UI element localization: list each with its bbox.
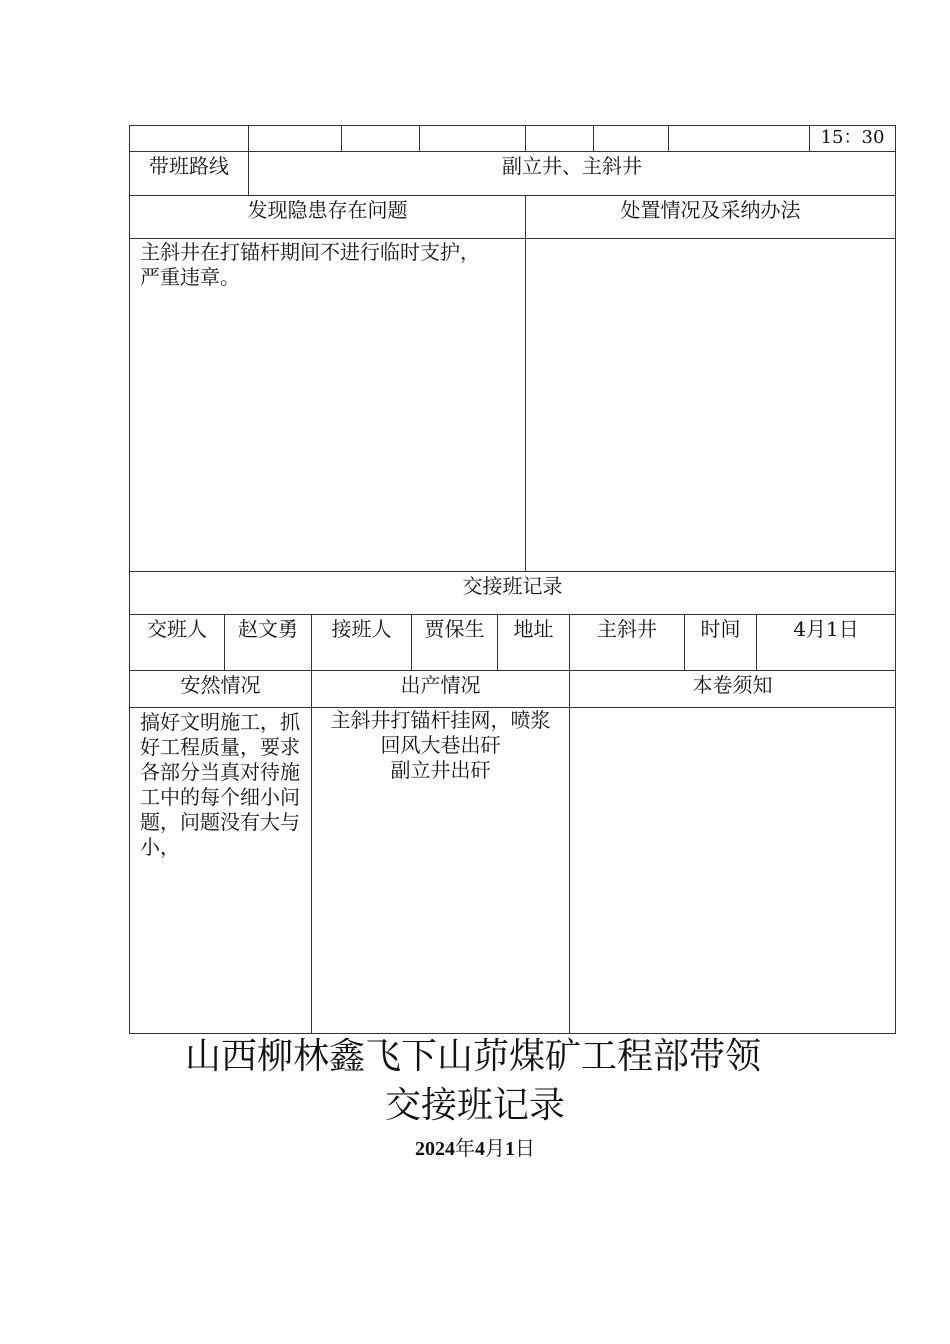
- production-header: 出产情况: [400, 673, 481, 697]
- footer-title-line-2: 交接班记录: [384, 1085, 565, 1126]
- issues-header-left-cell: [129, 195, 526, 239]
- date-month-unit: 月: [485, 1136, 505, 1160]
- route-value: 副立井、主斜井: [502, 154, 642, 178]
- production-body-cell: [311, 707, 570, 1034]
- top-blank-cell-6: [593, 125, 669, 152]
- safety-header-cell: [129, 670, 312, 708]
- address-value-cell: [569, 614, 685, 671]
- date-year-unit: 年: [455, 1136, 475, 1160]
- receiver-label-cell: [311, 614, 412, 671]
- route-label: 带班路线: [149, 154, 229, 178]
- footer-date: [0, 1132, 950, 1161]
- top-blank-cell-5: [525, 125, 594, 152]
- top-blank-cell-2: [248, 125, 342, 152]
- issues-header-right: 处置情况及采纳办法: [620, 198, 801, 222]
- time-value-cell: [756, 614, 896, 671]
- address-label: 地址: [513, 617, 554, 641]
- issues-header-left: 发现隐患存在问题: [247, 198, 408, 222]
- production-header-cell: [311, 670, 570, 708]
- top-blank-cell-1: [129, 125, 249, 152]
- issues-header-right-cell: [525, 195, 896, 239]
- top-time-cell: [809, 125, 896, 152]
- date-year: 2024: [415, 1138, 455, 1160]
- safety-body-cell: [129, 707, 312, 1034]
- time-value: 4月1日: [793, 617, 859, 641]
- route-value-cell: [248, 151, 896, 196]
- handover-label-cell: [129, 614, 225, 671]
- notes-header-cell: [569, 670, 896, 708]
- address-label-cell: [497, 614, 570, 671]
- top-blank-cell-7: [668, 125, 810, 152]
- time-label: 时间: [700, 617, 741, 641]
- route-label-cell: [129, 151, 249, 196]
- date-month: 4: [475, 1138, 485, 1160]
- top-blank-cell-4: [419, 125, 526, 152]
- receiver-name-cell: [411, 614, 498, 671]
- handover-label: 交班人: [147, 617, 207, 641]
- production-line-1: 主斜井打锚杆挂网，喷浆: [330, 708, 551, 732]
- address-value: 主斜井: [597, 617, 657, 641]
- footer-title-line-1: 山西柳林鑫飞下山茆煤矿工程部带领: [184, 1036, 761, 1077]
- issues-left-text: 主斜井在打锚杆期间不进行临时支护，严重违章。: [140, 240, 480, 289]
- production-line-3: 副立井出矸: [390, 758, 491, 782]
- time-label-cell: [684, 614, 757, 671]
- receiver-label: 接班人: [331, 617, 392, 641]
- receiver-name: 贾保生: [424, 617, 485, 641]
- handover-title-cell: [129, 571, 896, 615]
- handover-name-cell: [224, 614, 312, 671]
- date-day-unit: 日: [515, 1136, 535, 1160]
- safety-header: 安然情况: [180, 673, 261, 697]
- notes-header: 本卷须知: [692, 673, 773, 697]
- handover-title: 交接班记录: [462, 574, 563, 598]
- date-day: 1: [505, 1138, 515, 1160]
- issues-body-right-cell: [525, 238, 896, 572]
- notes-body-cell: [569, 707, 896, 1034]
- handover-name: 赵文勇: [238, 617, 298, 641]
- top-time-value: 15：30: [820, 127, 885, 148]
- issues-body-left-cell: [129, 238, 526, 572]
- top-blank-cell-3: [341, 125, 420, 152]
- production-line-2: 回风大巷出矸: [380, 733, 501, 757]
- safety-text: 搞好文明施工，抓好工程质量，要求各部分当真对待施工中的每个细小问题，问题没有大与小，: [140, 710, 300, 859]
